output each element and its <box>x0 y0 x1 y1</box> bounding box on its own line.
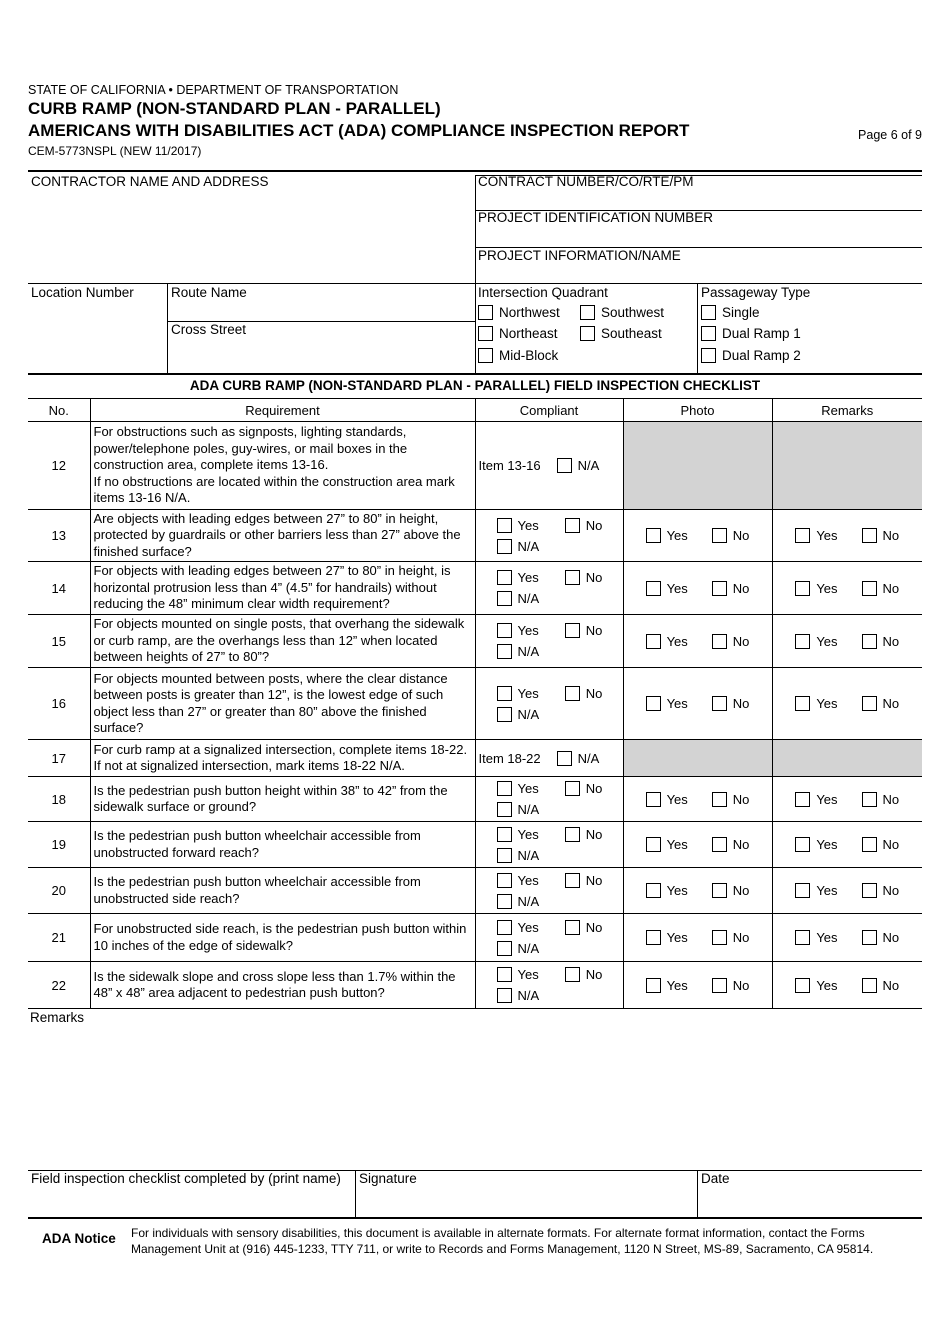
row-number: 18 <box>28 777 90 822</box>
checkbox-icon[interactable] <box>478 305 493 320</box>
checkbox-icon[interactable] <box>712 978 727 993</box>
completed-by-field[interactable]: Field inspection checklist completed by (print name) <box>31 1171 341 1186</box>
remarks-cell-disabled <box>772 422 922 510</box>
checkbox-icon[interactable] <box>565 570 580 585</box>
checkbox-icon[interactable] <box>497 686 512 701</box>
row-number: 19 <box>28 822 90 868</box>
yes-label: Yes <box>666 633 688 649</box>
page-number: Page 6 of 9 <box>858 128 922 142</box>
requirement-text: Is the pedestrian push button height within 38” to 42” from the sidewalk surface or ground? <box>93 782 448 814</box>
compliant-cell[interactable] <box>475 822 623 868</box>
yes-label: Yes <box>816 528 838 543</box>
contractor-field[interactable]: CONTRACTOR NAME AND ADDRESS <box>31 174 269 189</box>
checkbox-icon[interactable] <box>646 978 661 993</box>
checkbox-icon[interactable] <box>862 696 877 711</box>
checkbox-icon[interactable] <box>497 920 512 935</box>
checkbox-icon[interactable] <box>497 644 512 659</box>
compliant-cell[interactable] <box>475 914 623 962</box>
checkbox-icon[interactable] <box>712 528 727 543</box>
checkbox-icon[interactable] <box>497 941 512 956</box>
yes-label: Yes <box>517 919 539 935</box>
photo-cell[interactable] <box>623 822 772 868</box>
checkbox-icon[interactable] <box>497 570 512 585</box>
row-number: 13 <box>28 510 90 562</box>
yes-label: Yes <box>816 977 838 993</box>
remarks-yes-no[interactable] <box>776 528 920 543</box>
checkbox-icon[interactable] <box>478 326 493 341</box>
na-label: N/A <box>517 706 540 722</box>
row-number: 20 <box>28 868 90 914</box>
na-label: N/A <box>577 458 600 473</box>
passageway-dual-ramp-1[interactable]: Dual Ramp 1 <box>701 326 801 341</box>
row-number: 17 <box>28 740 90 777</box>
row-item-na[interactable] <box>475 422 623 510</box>
checkbox-icon[interactable] <box>862 792 877 807</box>
na-label: N/A <box>517 893 540 909</box>
passageway-single[interactable]: Single <box>701 305 760 320</box>
photo-cell[interactable] <box>623 868 772 914</box>
yes-label: Yes <box>666 528 688 543</box>
route-name-field[interactable]: Route Name <box>171 285 247 300</box>
checkbox-icon[interactable] <box>862 883 877 898</box>
quadrant-mid-block[interactable]: Mid-Block <box>478 348 558 363</box>
table-row <box>28 615 922 668</box>
checkbox-icon[interactable] <box>565 623 580 638</box>
row-requirement <box>90 562 475 615</box>
checkbox-icon[interactable] <box>497 873 512 888</box>
na-label: N/A <box>577 750 600 766</box>
date-field[interactable]: Date <box>701 1171 730 1186</box>
yes-label: Yes <box>517 826 539 842</box>
checkbox-icon[interactable] <box>795 581 810 596</box>
remarks-cell[interactable] <box>772 615 922 668</box>
no-label: No <box>882 528 900 543</box>
checkbox-icon[interactable] <box>565 920 580 935</box>
na-label: N/A <box>517 940 540 956</box>
quadrant-northeast[interactable]: Northeast <box>478 326 558 341</box>
location-number-field[interactable]: Location Number <box>31 285 134 300</box>
column-header-photo: Photo <box>623 399 772 422</box>
yes-label: Yes <box>816 580 838 596</box>
ada-notice-text: For individuals with sensory disabilities, this document is available in alternate formats. For alternate format information, contact the Forms Management Unit at (916) 445-1233, TTY 711, or write to Records and Forms Management, 1120 N Street, MS-89, Sacramento, CA 95814. <box>131 1226 874 1256</box>
checkbox-icon[interactable] <box>795 792 810 807</box>
remarks-cell[interactable] <box>772 822 922 868</box>
no-label: No <box>732 977 750 993</box>
table-row <box>28 668 922 740</box>
checkbox-icon[interactable] <box>497 591 512 606</box>
na-label: N/A <box>517 847 540 863</box>
row-requirement <box>90 740 475 777</box>
row-requirement <box>90 668 475 740</box>
checkbox-icon[interactable] <box>557 458 572 473</box>
photo-yes-no[interactable] <box>627 837 769 852</box>
photo-cell[interactable] <box>623 510 772 562</box>
checkbox-icon[interactable] <box>646 883 661 898</box>
checkbox-icon[interactable] <box>580 326 595 341</box>
yes-label: Yes <box>517 623 539 638</box>
no-label: No <box>585 826 603 842</box>
checkbox-icon[interactable] <box>497 988 512 1003</box>
no-label: No <box>882 977 900 993</box>
remarks-cell-disabled <box>772 740 922 777</box>
checkbox-icon[interactable] <box>646 837 661 852</box>
no-label: No <box>585 685 603 701</box>
checkbox-icon[interactable] <box>497 781 512 796</box>
compliant-cell[interactable] <box>475 777 623 822</box>
compliant-cell[interactable] <box>475 868 623 914</box>
remarks-yes-no[interactable] <box>776 883 920 898</box>
checkbox-icon[interactable] <box>701 305 716 320</box>
requirement-text: For unobstructed side reach, is the pedestrian push button within 10 inches of the edge of sidewalk? <box>93 921 467 953</box>
table-row <box>28 740 922 777</box>
row-number: 22 <box>28 962 90 1009</box>
remarks-field[interactable]: Remarks <box>30 1010 85 1025</box>
no-label: No <box>585 967 603 982</box>
yes-label: Yes <box>816 837 838 852</box>
checkbox-icon[interactable] <box>497 894 512 909</box>
requirement-text: For curb ramp at a signalized intersection, complete items 18-22. If not at signalized intersection, mark items 18-22 N/A. <box>93 741 468 773</box>
requirement-text: For objects mounted between posts, where the clear distance between posts is greater than 12”, is the lowest edge of such object less than 27” or greater than 80” above the finished surface? <box>93 670 448 735</box>
table-row <box>28 962 922 1009</box>
row-requirement <box>90 868 475 914</box>
checkbox-icon[interactable] <box>497 518 512 533</box>
yes-label: Yes <box>517 781 539 796</box>
checkbox-icon[interactable] <box>497 827 512 842</box>
na-label: N/A <box>517 538 540 554</box>
checkbox-icon[interactable] <box>646 634 661 649</box>
checkbox-icon[interactable] <box>565 686 580 701</box>
compliant-cell[interactable] <box>475 510 623 562</box>
yes-label: Yes <box>816 791 838 807</box>
contract-number-field[interactable]: CONTRACT NUMBER/CO/RTE/PM <box>478 174 694 189</box>
checkbox-icon[interactable] <box>862 581 877 596</box>
checkbox-icon[interactable] <box>862 978 877 993</box>
no-label: No <box>882 696 900 711</box>
row-item-na[interactable] <box>475 740 623 777</box>
yes-label: Yes <box>666 883 688 898</box>
remarks-yes-no[interactable] <box>776 696 920 711</box>
no-label: No <box>882 883 900 898</box>
yes-label: Yes <box>816 696 838 711</box>
no-label: No <box>732 930 750 945</box>
requirement-text: Is the pedestrian push button wheelchair accessible from unobstructed side reach? <box>93 874 421 906</box>
checkbox-icon[interactable] <box>795 883 810 898</box>
remarks-cell[interactable] <box>772 668 922 740</box>
compliant-cell[interactable] <box>475 668 623 740</box>
checkbox-icon[interactable] <box>565 873 580 888</box>
no-label: No <box>882 791 900 807</box>
row-number: 21 <box>28 914 90 962</box>
photo-yes-no[interactable] <box>627 792 769 807</box>
project-id-field[interactable]: PROJECT IDENTIFICATION NUMBER <box>478 210 714 225</box>
remarks-yes-no[interactable] <box>776 978 920 993</box>
row-number: 16 <box>28 668 90 740</box>
checkbox-icon[interactable] <box>497 539 512 554</box>
yes-label: Yes <box>666 791 688 807</box>
checkbox-icon[interactable] <box>646 528 661 543</box>
photo-cell[interactable] <box>623 777 772 822</box>
remarks-yes-no[interactable] <box>776 581 920 596</box>
photo-yes-no[interactable] <box>627 528 769 543</box>
cross-street-field[interactable]: Cross Street <box>171 322 247 337</box>
checkbox-icon[interactable] <box>795 528 810 543</box>
column-header-requirement: Requirement <box>90 399 475 422</box>
checkbox-icon[interactable] <box>497 623 512 638</box>
checkbox-icon[interactable] <box>646 696 661 711</box>
remarks-yes-no[interactable] <box>776 634 920 649</box>
no-label: No <box>882 580 900 596</box>
passageway-type-label: Passageway Type <box>701 285 811 300</box>
photo-cell-disabled <box>623 422 772 510</box>
yes-label: Yes <box>816 633 838 649</box>
remarks-cell[interactable] <box>772 914 922 962</box>
project-info-field[interactable]: PROJECT INFORMATION/NAME <box>478 248 681 263</box>
checkbox-icon[interactable] <box>565 827 580 842</box>
no-label: No <box>732 696 750 711</box>
row-requirement <box>90 510 475 562</box>
row-requirement <box>90 914 475 962</box>
no-label: No <box>732 791 750 807</box>
requirement-text: Is the sidewalk slope and cross slope less than 1.7% within the 48” x 48” area adjacent to pedestrian push button? <box>93 968 456 1000</box>
no-label: No <box>732 883 750 898</box>
photo-cell[interactable] <box>623 914 772 962</box>
photo-cell-disabled <box>623 740 772 777</box>
checkbox-icon[interactable] <box>712 837 727 852</box>
na-label: N/A <box>517 591 540 606</box>
checkbox-icon[interactable] <box>701 326 716 341</box>
compliant-cell[interactable] <box>475 615 623 668</box>
no-label: No <box>882 837 900 852</box>
quadrant-southwest[interactable]: Southwest <box>580 305 664 320</box>
no-label: No <box>732 837 750 852</box>
checkbox-icon[interactable] <box>565 781 580 796</box>
na-label: N/A <box>517 802 540 817</box>
checkbox-icon[interactable] <box>497 848 512 863</box>
checkbox-icon[interactable] <box>712 696 727 711</box>
form-number: CEM-5773NSPL (NEW 11/2017) <box>28 144 202 158</box>
checkbox-icon[interactable] <box>795 634 810 649</box>
no-label: No <box>882 633 900 649</box>
column-header-no: No. <box>28 399 90 422</box>
photo-yes-no[interactable] <box>627 581 769 596</box>
row-requirement <box>90 777 475 822</box>
column-header-remarks: Remarks <box>772 399 922 422</box>
checkbox-icon[interactable] <box>565 967 580 982</box>
ada-notice-label: ADA Notice <box>42 1231 116 1246</box>
checkbox-icon[interactable] <box>565 518 580 533</box>
row-requirement <box>90 822 475 868</box>
yes-label: Yes <box>517 872 539 888</box>
no-label: No <box>585 919 603 935</box>
yes-label: Yes <box>666 696 688 711</box>
row-requirement <box>90 422 475 510</box>
table-row <box>28 777 922 822</box>
photo-yes-no[interactable] <box>627 978 769 993</box>
form-title-line1: CURB RAMP (NON-STANDARD PLAN - PARALLEL) <box>28 99 441 118</box>
yes-label: Yes <box>666 580 688 596</box>
checkbox-icon[interactable] <box>862 930 877 945</box>
inspection-checklist-table <box>28 399 922 1009</box>
remarks-cell[interactable] <box>772 562 922 615</box>
photo-yes-no[interactable] <box>627 696 769 711</box>
checkbox-icon[interactable] <box>795 696 810 711</box>
photo-yes-no[interactable] <box>627 634 769 649</box>
item-range-label: Item 13-16 <box>478 458 541 473</box>
checkbox-icon[interactable] <box>712 634 727 649</box>
photo-cell[interactable] <box>623 668 772 740</box>
photo-cell[interactable] <box>623 962 772 1009</box>
yes-label: Yes <box>666 930 688 945</box>
requirement-text: For obstructions such as signposts, lighting standards, power/telephone poles, guy-wires, or mail boxes in the construction area, complete items 13-16. If no obstructions are located within the construction area mark items 13-16 N/A. <box>93 424 455 506</box>
row-requirement <box>90 615 475 668</box>
yes-label: Yes <box>517 517 539 533</box>
checkbox-icon[interactable] <box>646 930 661 945</box>
no-label: No <box>732 528 750 543</box>
remarks-cell[interactable] <box>772 510 922 562</box>
remarks-yes-no[interactable] <box>776 837 920 852</box>
signature-box <box>28 1170 922 1219</box>
passageway-dual-ramp-2[interactable]: Dual Ramp 2 <box>701 348 801 363</box>
row-number: 15 <box>28 615 90 668</box>
photo-cell[interactable] <box>623 615 772 668</box>
table-row <box>28 562 922 615</box>
yes-label: Yes <box>816 883 838 898</box>
checkbox-icon[interactable] <box>795 930 810 945</box>
checkbox-icon[interactable] <box>795 837 810 852</box>
no-label: No <box>585 872 603 888</box>
requirement-text: Is the pedestrian push button wheelchair accessible from unobstructed forward reach? <box>93 828 421 860</box>
no-label: No <box>585 623 603 638</box>
intersection-quadrant-label: Intersection Quadrant <box>478 285 608 300</box>
checkbox-icon[interactable] <box>862 528 877 543</box>
quadrant-northwest[interactable]: Northwest <box>478 305 560 320</box>
checkbox-icon[interactable] <box>712 883 727 898</box>
checkbox-icon[interactable] <box>646 792 661 807</box>
table-row <box>28 510 922 562</box>
checkbox-icon[interactable] <box>497 802 512 817</box>
compliant-cell[interactable] <box>475 962 623 1009</box>
na-label: N/A <box>517 644 540 659</box>
row-number: 14 <box>28 562 90 615</box>
checkbox-icon[interactable] <box>712 581 727 596</box>
no-label: No <box>882 930 900 945</box>
table-row <box>28 868 922 914</box>
remarks-cell[interactable] <box>772 777 922 822</box>
photo-yes-no[interactable] <box>627 883 769 898</box>
requirement-text: Are objects with leading edges between 27” to 80” in height, protected by guardrails or other barriers less than 27” above the finished surface? <box>93 510 461 559</box>
quadrant-southeast[interactable]: Southeast <box>580 326 662 341</box>
yes-label: Yes <box>517 570 539 585</box>
no-label: No <box>732 580 750 596</box>
checkbox-icon[interactable] <box>497 707 512 722</box>
na-label: N/A <box>517 988 540 1003</box>
checkbox-icon[interactable] <box>646 581 661 596</box>
remarks-cell[interactable] <box>772 868 922 914</box>
photo-yes-no[interactable] <box>627 930 769 945</box>
checkbox-icon[interactable] <box>478 348 493 363</box>
project-info-box <box>28 170 922 374</box>
form-title-line2: AMERICANS WITH DISABILITIES ACT (ADA) COMPLIANCE INSPECTION REPORT <box>28 121 690 140</box>
checkbox-icon[interactable] <box>862 837 877 852</box>
item-range-label: Item 18-22 <box>478 750 541 766</box>
compliant-cell[interactable] <box>475 562 623 615</box>
yes-label: Yes <box>666 977 688 993</box>
no-label: No <box>732 633 750 649</box>
yes-label: Yes <box>517 685 539 701</box>
remarks-yes-no[interactable] <box>776 930 920 945</box>
checkbox-icon[interactable] <box>557 751 572 766</box>
checkbox-icon[interactable] <box>795 978 810 993</box>
signature-field[interactable]: Signature <box>359 1171 417 1186</box>
requirement-text: For objects with leading edges between 27” to 80” in height, is horizontal protrusion less than 4” (4.5” for handrails) without reducing the 48” minimum clear width requirement? <box>93 563 451 612</box>
table-row <box>28 822 922 868</box>
no-label: No <box>585 570 603 585</box>
agency-name: STATE OF CALIFORNIA • DEPARTMENT OF TRANSPORTATION <box>28 83 399 97</box>
no-label: No <box>585 517 603 533</box>
yes-label: Yes <box>666 837 688 852</box>
photo-cell[interactable] <box>623 562 772 615</box>
checkbox-icon[interactable] <box>497 967 512 982</box>
checklist-title: ADA CURB RAMP (NON-STANDARD PLAN - PARALLEL) FIELD INSPECTION CHECKLIST <box>28 374 922 399</box>
checkbox-icon[interactable] <box>580 305 595 320</box>
table-row <box>28 422 922 510</box>
row-number: 12 <box>28 422 90 510</box>
checkbox-icon[interactable] <box>862 634 877 649</box>
checkbox-icon[interactable] <box>701 348 716 363</box>
checkbox-icon[interactable] <box>712 792 727 807</box>
remarks-cell[interactable] <box>772 962 922 1009</box>
row-requirement <box>90 962 475 1009</box>
requirement-text: For objects mounted on single posts, that overhang the sidewalk or curb ramp, are the overhangs less than 12” when located between heights of 27” to 80”? <box>93 616 465 665</box>
column-header-compliant: Compliant <box>475 399 623 422</box>
table-row <box>28 914 922 962</box>
yes-label: Yes <box>816 930 838 945</box>
remarks-yes-no[interactable] <box>776 792 920 807</box>
no-label: No <box>585 781 603 796</box>
yes-label: Yes <box>517 967 539 982</box>
checkbox-icon[interactable] <box>712 930 727 945</box>
